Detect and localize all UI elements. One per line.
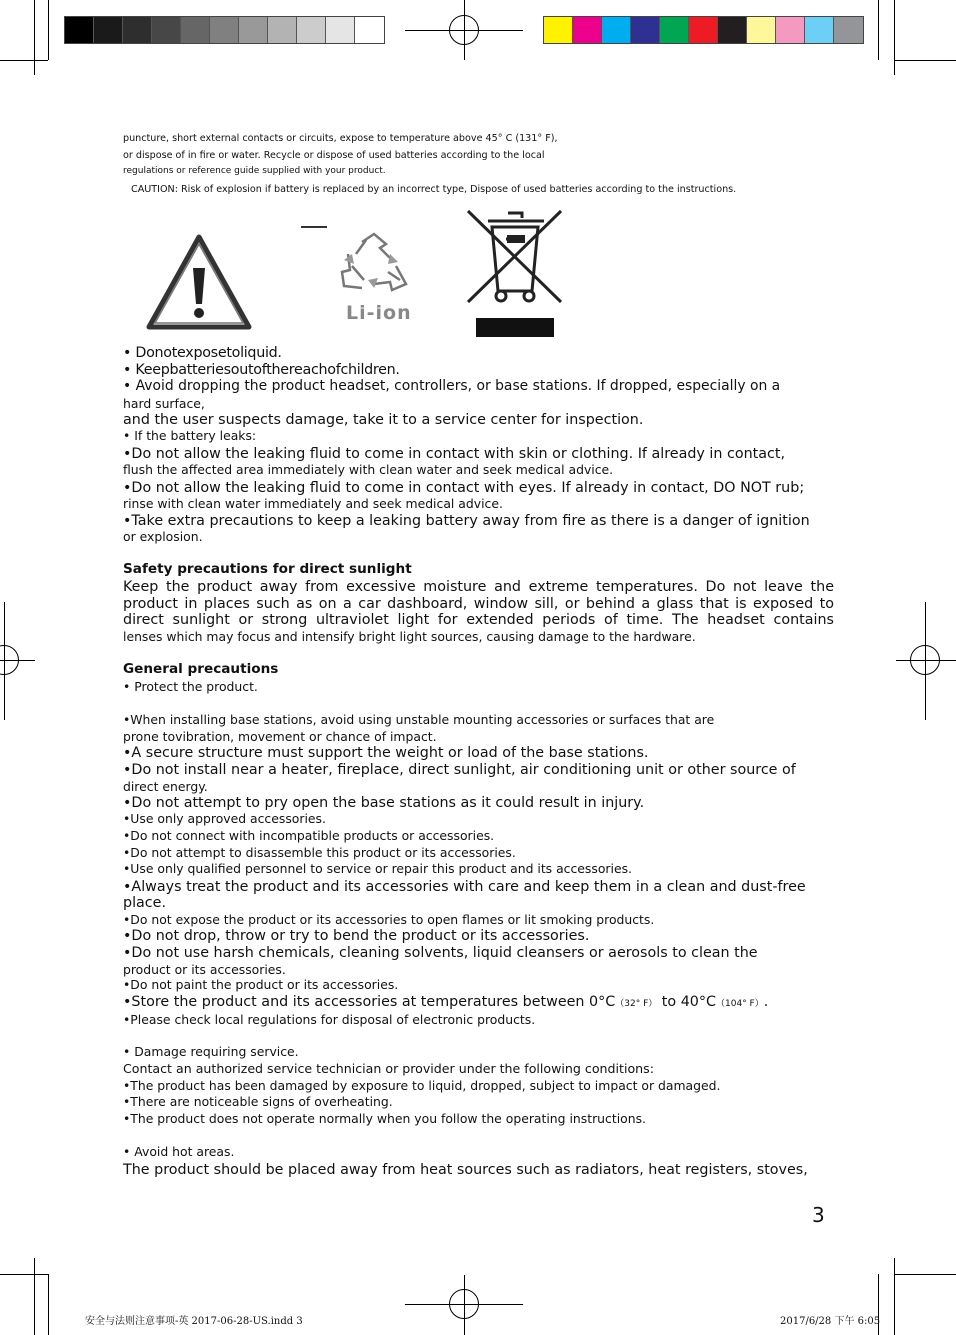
grayscale-swatch xyxy=(297,17,326,43)
grayscale-swatch xyxy=(181,17,210,43)
general-item-1-line-1: •When installing base stations, avoid using unstable mounting accessories or surfaces that are xyxy=(123,712,715,727)
general-item-11: •Do not drop, throw or try to bend the product or its accessories. xyxy=(123,928,590,944)
leak-item-1-line-2: flush the affected area immediately with clean water and seek medical advice. xyxy=(123,462,614,477)
footer-date: 2017/6/28 下午 6:05 xyxy=(780,1316,881,1327)
damage-condition-3: •The product does not operate normally when you follow the operating instructions. xyxy=(123,1111,646,1126)
general-item-5: •Use only approved accessories. xyxy=(123,811,326,826)
li-ion-recycle-icon xyxy=(334,232,414,326)
general-item-9-line-2: place. xyxy=(123,895,167,911)
grayscale-swatch xyxy=(152,17,181,43)
footer-file-name: 安全与法则注意事项-英 2017-06-28-US.indd 3 xyxy=(85,1316,303,1327)
storage-temp-f-low: （32° F） xyxy=(615,999,658,1009)
leak-item-2-line-2: rinse with clean water immediately and seek medical advice. xyxy=(123,496,503,511)
bullet-drop-line-3: and the user suspects damage, take it to a service center for inspection. xyxy=(123,412,644,428)
process-color-swatch xyxy=(602,17,631,43)
bullet-drop-line-2: hard surface, xyxy=(123,396,205,411)
grayscale-swatch xyxy=(123,17,152,43)
leak-item-3-line-2: or explosion. xyxy=(123,529,203,544)
damage-heading: • Damage requiring service. xyxy=(123,1044,299,1059)
grayscale-swatch xyxy=(355,17,384,43)
sunlight-line-2: product in places such as on a car dashboard, window sill, or behind a glass that is exposed to xyxy=(123,596,834,612)
storage-temp-end: . xyxy=(763,994,769,1010)
grayscale-swatch xyxy=(65,17,94,43)
general-item-13: •Do not paint the product or its accessories. xyxy=(123,977,399,992)
battery-warning-line-2: or dispose of in fire or water. Recycle or dispose of used batteries according to the local xyxy=(123,150,545,161)
separator-dash xyxy=(301,226,327,228)
general-item-15: •Please check local regulations for disposal of electronic products. xyxy=(123,1012,536,1027)
general-item-12-line-1: •Do not use harsh chemicals, cleaning solvents, liquid cleansers or aerosols to clean the xyxy=(123,945,758,961)
storage-temp-text: •Store the product and its accessories at temperatures between 0°C xyxy=(123,994,616,1010)
hot-areas-heading: • Avoid hot areas. xyxy=(123,1144,235,1159)
general-item-9-line-1: •Always treat the product and its accessories with care and keep them in a clean and dust-free xyxy=(123,879,806,895)
damage-intro: Contact an authorized service technician or provider under the following conditions: xyxy=(123,1061,654,1076)
process-color-swatch xyxy=(805,17,834,43)
process-color-bar xyxy=(543,16,864,44)
process-color-swatch xyxy=(660,17,689,43)
sunlight-line-4: lenses which may focus and intensify bright light sources, causing damage to the hardware. xyxy=(123,629,696,644)
sunlight-heading: Safety precautions for direct sunlight xyxy=(123,561,412,577)
crossed-out-wheelie-bin-icon xyxy=(466,209,563,339)
general-item-4: •Do not attempt to pry open the base stations as it could result in injury. xyxy=(123,795,645,811)
process-color-swatch xyxy=(544,17,573,43)
general-item-2: •A secure structure must support the weight or load of the base stations. xyxy=(123,745,649,761)
process-color-swatch xyxy=(776,17,805,43)
general-item-8: •Use only qualified personnel to service or repair this product and its accessories. xyxy=(123,861,632,876)
bullet-liquid: • Donotexposetoliquid. xyxy=(123,345,282,361)
grayscale-color-bar xyxy=(64,16,385,44)
leak-item-1-line-1: •Do not allow the leaking fluid to come in contact with skin or clothing. If already in contact, xyxy=(123,446,786,462)
general-item-14 xyxy=(123,995,768,1009)
general-heading: General precautions xyxy=(123,661,279,677)
battery-warning-line-3: regulations or reference guide supplied with your product. xyxy=(123,166,386,176)
battery-warning-line-1: puncture, short external contacts or circuits, expose to temperature above 45° C (131° F), xyxy=(123,133,558,144)
process-color-swatch xyxy=(747,17,776,43)
general-item-12-line-2: product or its accessories. xyxy=(123,962,286,977)
damage-condition-1: •The product has been damaged by exposure to liquid, dropped, subject to impact or damaged. xyxy=(123,1078,721,1093)
hot-areas-line-1: The product should be placed away from heat sources such as radiators, heat registers, stoves, xyxy=(123,1162,808,1178)
process-color-swatch xyxy=(573,17,602,43)
general-item-3-line-1: •Do not install near a heater, fireplace, direct sunlight, air conditioning unit or other source of xyxy=(123,762,796,778)
li-ion-label: Li-ion xyxy=(346,302,412,324)
process-color-swatch xyxy=(631,17,660,43)
leak-item-2-line-1: •Do not allow the leaking fluid to come in contact with eyes. If already in contact, DO NOT rub; xyxy=(123,480,805,496)
leak-item-3-line-1: •Take extra precautions to keep a leaking battery away from fire as there is a danger of ignition xyxy=(123,513,810,529)
bullet-drop-line-1: • Avoid dropping the product headset, controllers, or base stations. If dropped, especially on a xyxy=(123,378,781,394)
general-item-10: •Do not expose the product or its accessories to open flames or lit smoking products. xyxy=(123,912,655,927)
page-number: 3 xyxy=(812,1203,825,1227)
caution-text: CAUTION: Risk of explosion if battery is replaced by an incorrect type, Dispose of used batteries according to the instructions. xyxy=(131,184,737,195)
grayscale-swatch xyxy=(94,17,123,43)
process-color-swatch xyxy=(718,17,747,43)
warning-triangle-icon xyxy=(146,234,252,330)
general-item-1-line-2: prone tovibration, movement or chance of impact. xyxy=(123,729,437,744)
grayscale-swatch xyxy=(326,17,355,43)
bullet-children: • Keepbatteriesoutofthereachofchildren. xyxy=(123,362,400,378)
grayscale-swatch xyxy=(210,17,239,43)
general-item-7: •Do not attempt to disassemble this product or its accessories. xyxy=(123,845,516,860)
damage-condition-2: •There are noticeable signs of overheating. xyxy=(123,1094,393,1109)
general-item-6: •Do not connect with incompatible products or accessories. xyxy=(123,828,495,843)
grayscale-swatch xyxy=(268,17,297,43)
sunlight-line-1: Keep the product away from excessive moisture and extreme temperatures. Do not leave the xyxy=(123,579,834,595)
process-color-swatch xyxy=(689,17,718,43)
process-color-swatch xyxy=(834,17,863,43)
sunlight-line-3: direct sunlight or strong ultraviolet light for extended periods of time. The headset contains xyxy=(123,612,834,628)
general-item-3-line-2: direct energy. xyxy=(123,779,208,794)
storage-temp-mid: to 40°C xyxy=(657,994,717,1010)
bullet-leaks: • If the battery leaks: xyxy=(123,428,257,443)
protect-product: • Protect the product. xyxy=(123,679,258,694)
storage-temp-f-high: （104° F） xyxy=(716,999,764,1009)
grayscale-swatch xyxy=(239,17,268,43)
